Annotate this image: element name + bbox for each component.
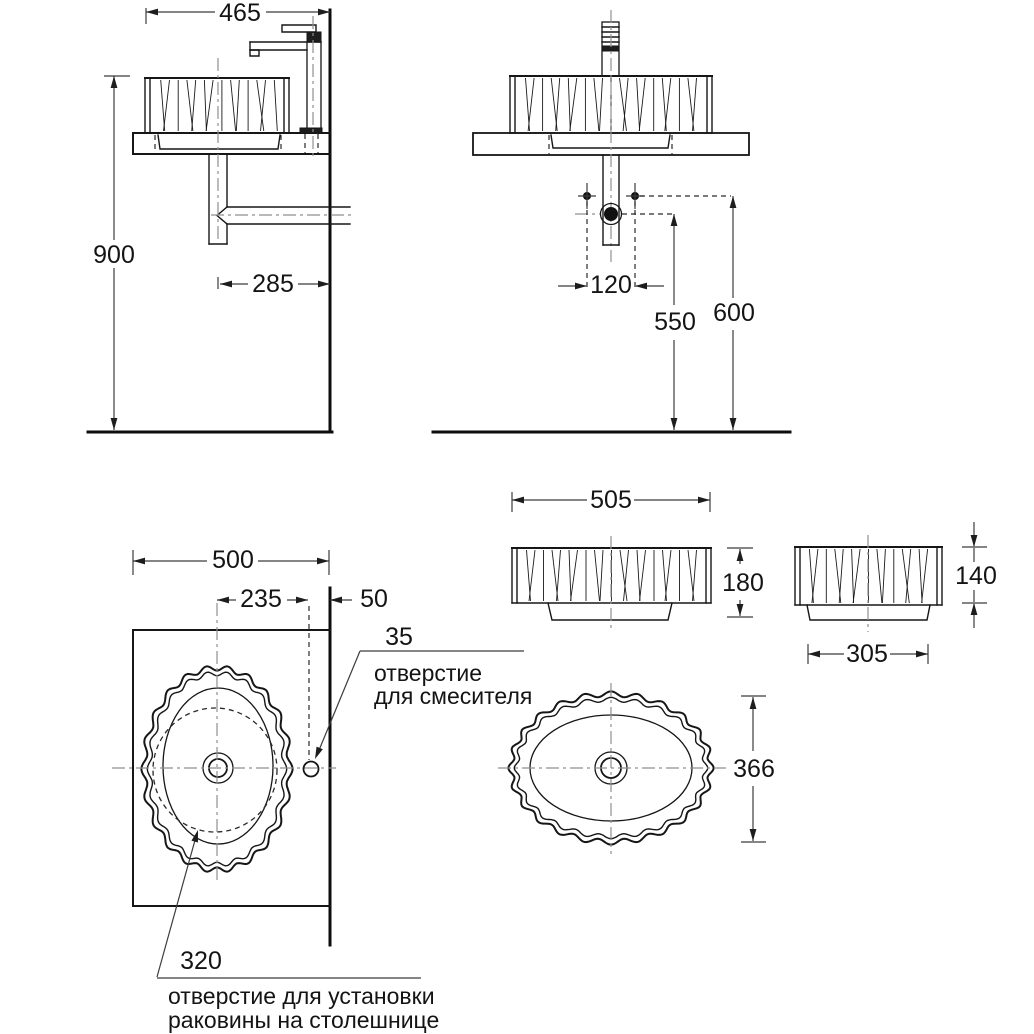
dimension-arrowhead xyxy=(737,549,744,561)
dim-50-mixer-to-wall: 50 xyxy=(360,585,388,613)
faucet-cartridge xyxy=(307,32,321,42)
dimension-arrowhead xyxy=(317,558,329,565)
dimension-arrowhead xyxy=(971,603,978,615)
view-basin-top xyxy=(498,683,775,854)
dim-366-basin-depth: 366 xyxy=(733,755,775,783)
dimension-arrowhead xyxy=(111,76,118,88)
dim-320-cutout-dia: 320 xyxy=(180,947,222,975)
view-front-installation xyxy=(433,10,790,432)
leader-line-35 xyxy=(317,651,360,755)
dim-465-side-width: 465 xyxy=(219,0,261,27)
dim-550-drain-height: 550 xyxy=(654,308,696,336)
dimension-arrowhead xyxy=(512,497,524,504)
mounting-recess xyxy=(158,135,280,149)
label-mixer-hole-line1: отверстие xyxy=(374,660,483,686)
dimension-arrowhead xyxy=(698,497,710,504)
faucet-body xyxy=(307,42,321,129)
dimension-arrowhead xyxy=(217,597,229,604)
dimension-arrowhead xyxy=(635,283,647,290)
faucet-base xyxy=(300,128,322,133)
label-cutout-line2: раковины на столешнице xyxy=(168,1007,440,1033)
dimension-arrowhead xyxy=(750,829,757,841)
dimension-arrowhead xyxy=(971,535,978,547)
view-basin-side xyxy=(795,522,997,668)
dim-500-countertop-depth: 500 xyxy=(212,546,254,574)
view-top-installation-geometry xyxy=(112,550,524,978)
leader-arrowhead xyxy=(312,747,323,761)
dim-120-hole-spacing: 120 xyxy=(590,271,632,299)
countertop-cutout-hidden xyxy=(153,708,277,832)
dimension-arrowhead xyxy=(133,558,145,565)
dimension-arrowhead xyxy=(146,9,158,16)
dimension-arrowhead xyxy=(220,281,232,288)
dimension-arrowhead xyxy=(737,604,744,616)
flute-pattern xyxy=(161,80,278,131)
dimension-arrowhead xyxy=(916,651,928,658)
dim-505-basin-width: 505 xyxy=(590,486,632,514)
dimension-arrowhead xyxy=(671,214,678,226)
view-top-installation xyxy=(112,546,532,1033)
dim-140-body-height: 140 xyxy=(955,562,997,590)
dim-285-drain-offset: 285 xyxy=(252,270,294,298)
view-basin-top-geometry xyxy=(498,683,766,854)
dim-180-basin-height: 180 xyxy=(722,569,764,597)
dimension-arrowhead xyxy=(730,196,737,208)
label-cutout-line1: отверстие для установки xyxy=(168,983,435,1009)
dimension-arrowhead xyxy=(296,597,308,604)
faucet-handle xyxy=(282,25,316,32)
drain-outlet xyxy=(604,207,618,221)
scalloped-rim xyxy=(141,666,292,871)
view-basin-side-geometry xyxy=(795,522,987,664)
faucet-spout-nose xyxy=(250,50,259,56)
dimension-arrowhead xyxy=(671,418,678,430)
mixer-hole xyxy=(304,762,319,777)
dimension-arrowhead xyxy=(330,597,342,604)
dim-600-fixing-height: 600 xyxy=(713,299,755,327)
basin-base xyxy=(548,603,672,620)
dim-35-mixer-hole-dia: 35 xyxy=(385,623,413,651)
dimension-arrowhead xyxy=(575,283,587,290)
view-side-installation xyxy=(88,0,352,432)
dimension-arrowhead xyxy=(730,418,737,430)
dimension-arrowhead xyxy=(318,281,330,288)
dimension-arrowhead xyxy=(318,9,330,16)
label-mixer-hole-line2: для смесителя xyxy=(374,683,533,709)
dim-900-height: 900 xyxy=(93,241,135,269)
view-basin-front xyxy=(512,486,764,630)
dimension-arrowhead xyxy=(808,651,820,658)
view-side-installation-geometry xyxy=(88,8,352,432)
dimension-arrowhead xyxy=(111,418,118,430)
dimension-arrowhead xyxy=(750,697,757,709)
dim-305-base-width: 305 xyxy=(846,640,888,668)
dim-235-center-to-mixer: 235 xyxy=(240,585,282,613)
view-basin-front-geometry xyxy=(512,492,753,630)
view-front-installation-geometry xyxy=(433,10,790,432)
